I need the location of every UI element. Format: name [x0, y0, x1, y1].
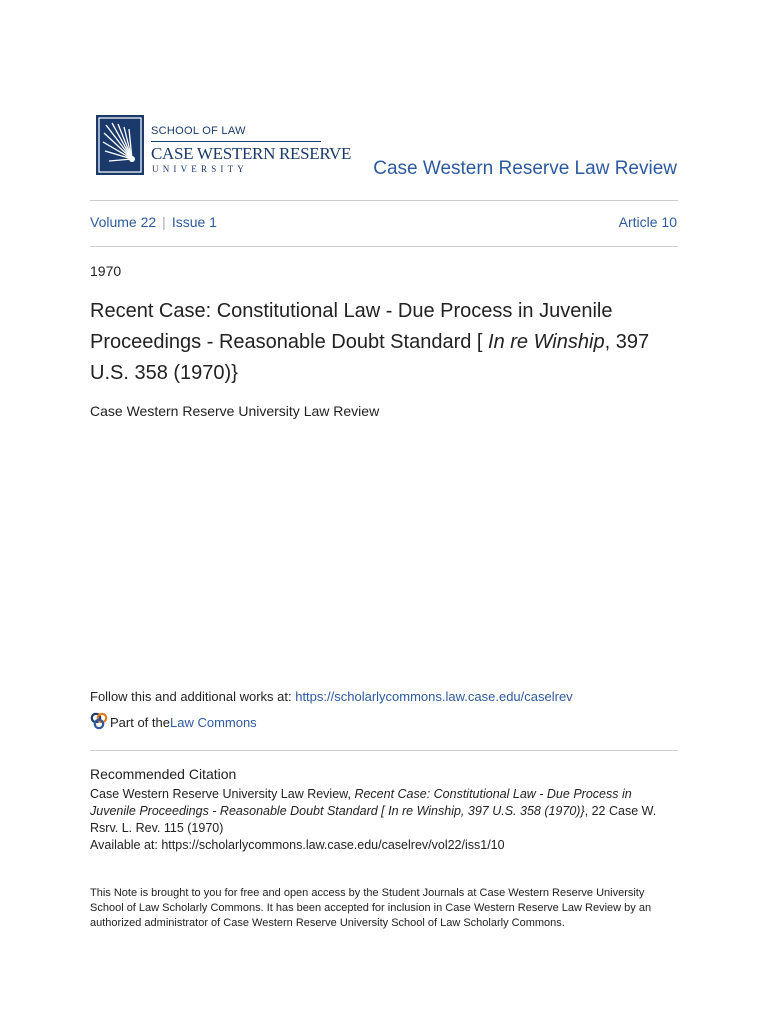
- breadcrumb-separator: |: [162, 214, 166, 230]
- journal-title-link[interactable]: Case Western Reserve Law Review: [373, 158, 677, 179]
- open-access-note: This Note is brought to you for free and open access by the Student Journals at Case Western Reserve University School of Law Scholarly Commons. It has been accepted for inclusion in Case Western Reserve Law Review by an authorized administrator of Case Western Reserve University School of Law Scholarly Commons.: [90, 887, 652, 929]
- volume-issue-breadcrumb: [90, 214, 217, 230]
- header-divider: [90, 200, 678, 201]
- citation-available-label: Available at:: [90, 838, 162, 852]
- part-of-line: [90, 712, 257, 733]
- logo-divider: [151, 141, 321, 142]
- follow-text: Follow this and additional works at:: [90, 689, 296, 704]
- citation-title: Recent Case: Constitutional Law - Due Process in Juvenile Proceedings - Reasonable Doubt Standard [ In re Winship, 397 U.S. 358 (1970)}: [90, 787, 632, 818]
- article-title: [90, 296, 678, 389]
- meta-divider: [90, 246, 678, 247]
- logo-school-of-law: SCHOOL OF LAW: [151, 125, 246, 137]
- network-commons-icon: [90, 712, 110, 733]
- citation-author: Case Western Reserve University Law Review,: [90, 787, 355, 801]
- collection-url-link[interactable]: https://scholarlycommons.law.case.edu/caselrev: [295, 689, 573, 704]
- title-part-2: , 397 U.S. 358 (1970)}: [90, 331, 650, 384]
- recommended-citation: [90, 786, 680, 854]
- citation-divider: [90, 750, 678, 751]
- citation-source: , 22 Case W. Rsrv. L. Rev. 115 (1970): [90, 804, 657, 835]
- publication-year: 1970: [90, 263, 122, 279]
- title-case-name: In re Winship: [488, 331, 605, 353]
- cwru-school-of-law-logo: [96, 113, 352, 177]
- logo-university-name: CASE WESTERN RESERVE: [151, 144, 352, 163]
- part-of-text: Part of the: [110, 715, 170, 730]
- logo-university-label: UNIVERSITY: [152, 164, 248, 174]
- issue-link[interactable]: Issue 1: [171, 214, 217, 230]
- citation-available-url: https://scholarlycommons.law.case.edu/caselrev/vol22/iss1/10: [161, 838, 505, 852]
- recommended-citation-heading: Recommended Citation: [90, 766, 237, 782]
- volume-link[interactable]: Volume 22: [90, 214, 157, 230]
- cwru-logo-icon: [96, 115, 144, 175]
- title-part-1: Recent Case: Constitutional Law - Due Process in Juvenile Proceedings - Reasonable Doubt Standard [: [90, 300, 613, 353]
- article-author: Case Western Reserve University Law Review: [90, 403, 380, 419]
- law-commons-link[interactable]: Law Commons: [169, 715, 257, 730]
- article-link[interactable]: Article 10: [618, 214, 677, 230]
- follow-line: [90, 689, 573, 704]
